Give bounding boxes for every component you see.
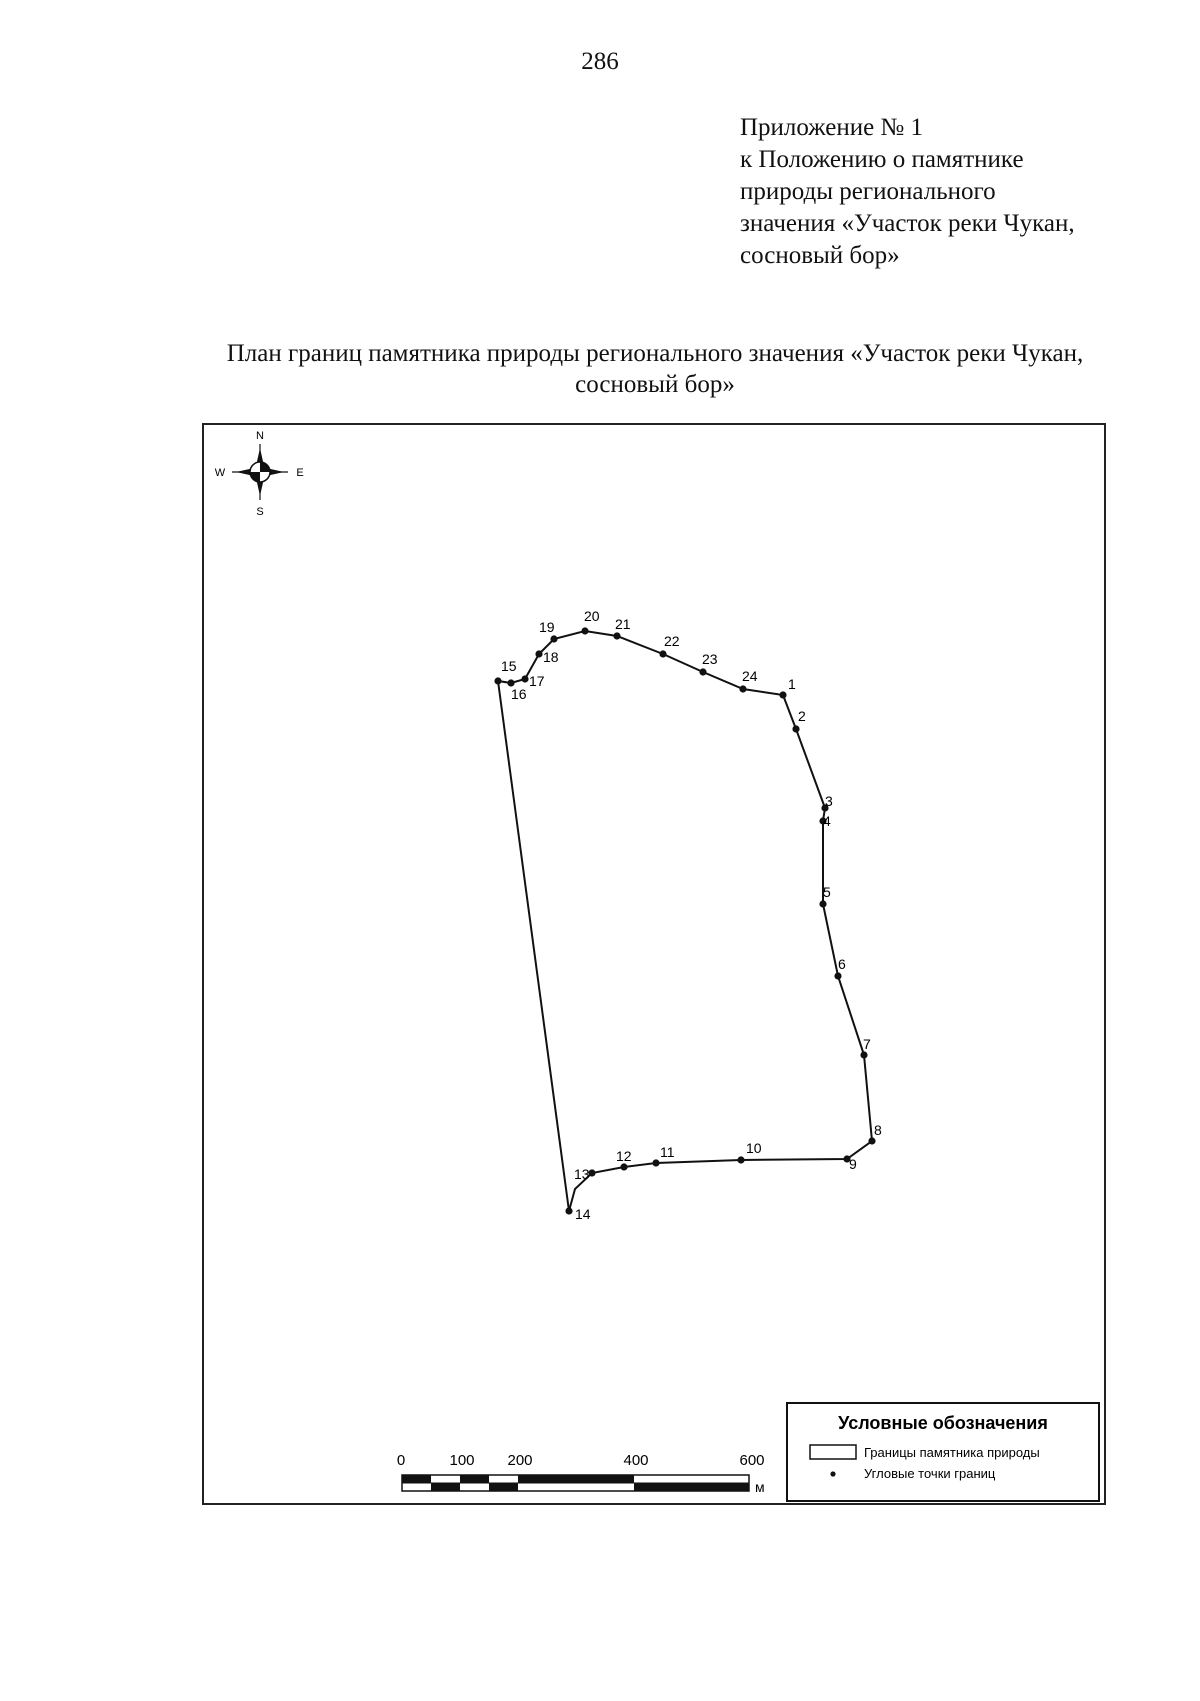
boundary-map	[204, 425, 1104, 1503]
compass-south-label: S	[256, 506, 264, 518]
compass-rose	[215, 430, 304, 518]
appendix-line: к Положению о памятнике	[740, 146, 1024, 173]
plan-title-line-1: План границ памятника природы регионального значения «Участок реки Чукан,	[226, 340, 1084, 367]
compass-east-label: E	[296, 467, 304, 479]
svg-text:1: 1	[788, 676, 796, 692]
page-number: 286	[581, 48, 619, 75]
boundary-point-19	[539, 619, 558, 643]
svg-text:24: 24	[742, 668, 758, 684]
boundary-point-1	[779, 676, 796, 699]
appendix-line: значения «Участок реки Чукан,	[740, 210, 1075, 237]
boundary-point-20	[581, 608, 599, 635]
svg-text:20: 20	[584, 608, 600, 624]
legend-title: Условные обозначения	[838, 1413, 1048, 1433]
appendix-line: сосновый бор»	[740, 242, 900, 269]
boundary-point-18	[535, 649, 558, 665]
svg-text:5: 5	[823, 884, 831, 900]
legend-point-label: Угловые точки границ	[864, 1466, 996, 1481]
svg-text:13: 13	[574, 1166, 590, 1182]
svg-text:18: 18	[543, 649, 559, 665]
appendix-line: природы регионального	[740, 178, 996, 205]
legend-point-swatch	[830, 1471, 835, 1476]
boundary-point-13	[574, 1166, 596, 1182]
svg-text:7: 7	[863, 1036, 871, 1052]
boundary-point-16	[507, 679, 526, 702]
plan-title	[150, 338, 1160, 400]
scale-tick-label: 100	[449, 1452, 475, 1469]
svg-text:6: 6	[838, 956, 846, 972]
boundary-point-5	[819, 884, 831, 908]
boundary-point-2	[792, 708, 806, 733]
svg-text:22: 22	[664, 633, 680, 649]
boundary-point-9	[843, 1155, 857, 1172]
svg-text:14: 14	[575, 1206, 591, 1222]
boundary-point-14	[565, 1206, 590, 1222]
svg-text:9: 9	[849, 1156, 857, 1172]
appendix-header	[740, 112, 1180, 272]
svg-text:23: 23	[702, 651, 718, 667]
svg-text:15: 15	[501, 658, 517, 674]
scale-bar	[397, 1452, 765, 1495]
svg-text:8: 8	[874, 1122, 882, 1138]
legend-boundary-label: Границы памятника природы	[864, 1445, 1040, 1460]
scale-tick-label: 0	[396, 1452, 406, 1469]
svg-text:19: 19	[539, 619, 555, 635]
svg-text:11: 11	[660, 1144, 675, 1160]
svg-text:12: 12	[616, 1148, 632, 1164]
legend	[787, 1403, 1099, 1501]
svg-text:16: 16	[511, 686, 527, 702]
boundary-polygon	[498, 631, 872, 1211]
svg-text:2: 2	[798, 708, 806, 724]
map-frame	[202, 423, 1106, 1505]
plan-title-line-2: сосновый бор»	[575, 371, 735, 398]
svg-text:21: 21	[615, 616, 631, 632]
compass-north-label: N	[256, 430, 264, 442]
svg-text:4: 4	[823, 813, 831, 829]
boundary-point-23	[699, 651, 717, 676]
boundary-point-4	[819, 813, 831, 829]
scale-unit: м	[755, 1479, 765, 1495]
boundary-point-21	[613, 616, 630, 640]
scale-tick-label: 200	[507, 1452, 533, 1469]
svg-text:17: 17	[529, 673, 545, 689]
svg-text:3: 3	[825, 793, 833, 809]
scale-tick-label: 600	[739, 1452, 765, 1469]
legend-boundary-swatch	[810, 1445, 856, 1459]
boundary-point-22	[659, 633, 679, 658]
appendix-line: Приложение № 1	[740, 114, 924, 141]
svg-text:10: 10	[746, 1140, 762, 1156]
compass-west-label: W	[214, 467, 226, 479]
compass-icon	[232, 444, 288, 500]
scale-tick-label: 400	[623, 1452, 649, 1469]
